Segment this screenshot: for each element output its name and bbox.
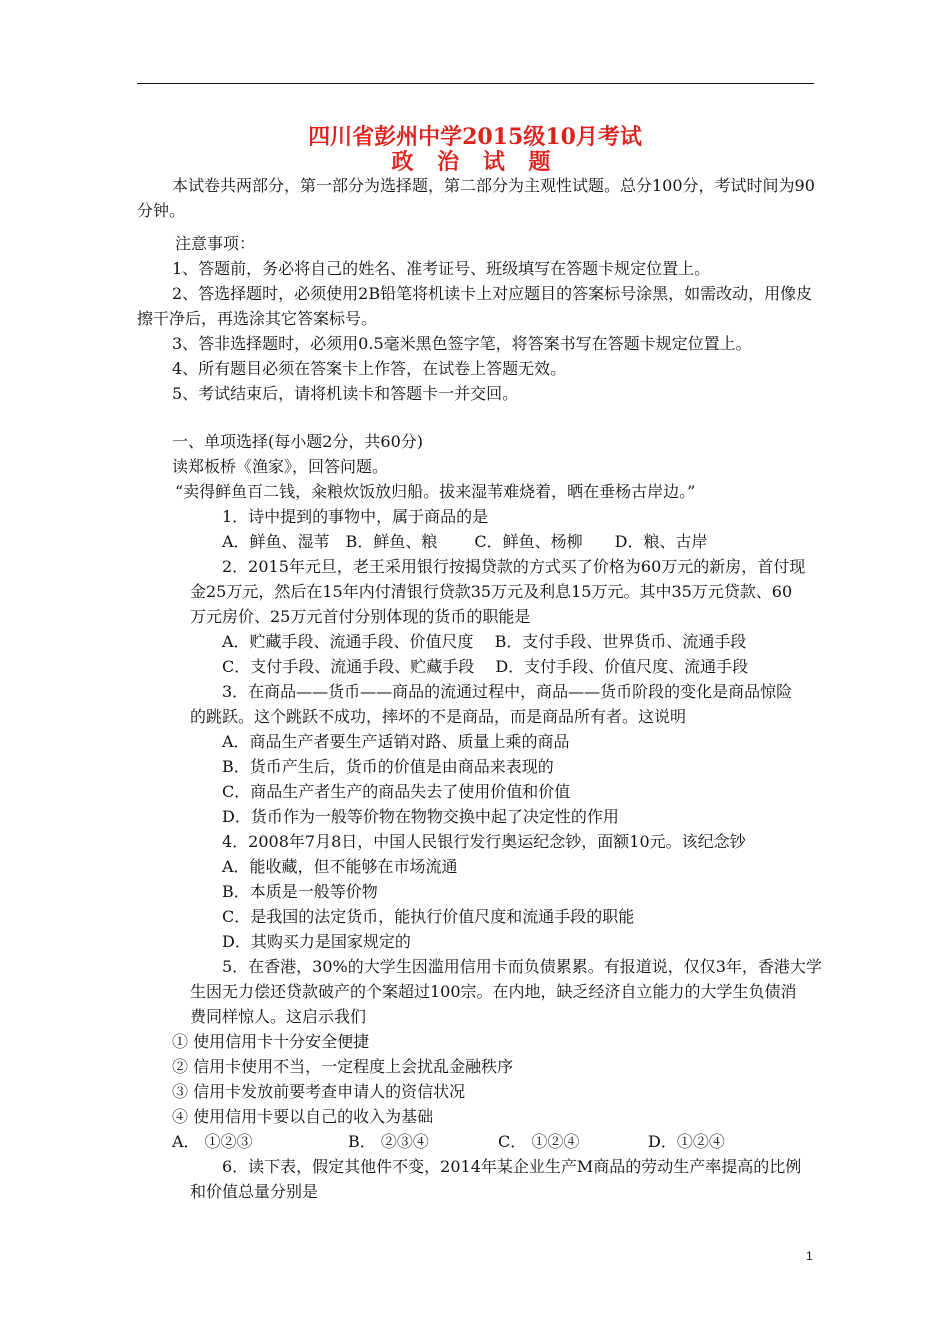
note-item: 5、考试结束后，请将机读卡和答题卡一并交回。 bbox=[172, 384, 519, 403]
question-stem: 4．2008年7月8日，中国人民银行发行奥运纪念钞，面额10元。该纪念钞 bbox=[222, 832, 746, 851]
header-rule bbox=[137, 83, 814, 84]
poem-text: “卖得鲜鱼百二钱，籴粮炊饭放归船。拔来湿苇难烧着，晒在垂杨古岸边。” bbox=[175, 482, 696, 501]
question-option: C．商品生产者生产的商品失去了使用价值和价值 bbox=[222, 782, 571, 801]
question-option: C．是我国的法定货币，能执行价值尺度和流通手段的职能 bbox=[222, 907, 635, 926]
section-heading: 一、单项选择(每小题2分，共60分) bbox=[172, 432, 424, 451]
statement-item: ① 使用信用卡十分安全便捷 bbox=[172, 1032, 370, 1051]
intro-line: 分钟。 bbox=[137, 201, 186, 220]
notes-heading: 注意事项： bbox=[175, 234, 256, 253]
question-stem: 万元房价、25万元首付分别体现的货币的职能是 bbox=[190, 607, 531, 626]
page-number: 1 bbox=[806, 1249, 813, 1263]
question-stem: 1．诗中提到的事物中，属于商品的是 bbox=[222, 507, 489, 526]
question-options: A．贮藏手段、流通手段、价值尺度 B．支付手段、世界货币、流通手段 bbox=[222, 632, 747, 651]
question-stem: 6．读下表，假定其他件不变，2014年某企业生产M商品的劳动生产率提高的比例 bbox=[222, 1157, 802, 1176]
question-option: D．①②④ bbox=[648, 1132, 725, 1151]
question-stem: 2．2015年元旦，老王采用银行按揭贷款的方式买了价格为60万元的新房，首付现 bbox=[222, 557, 806, 576]
statement-item: ② 信用卡使用不当，一定程度上会扰乱金融秩序 bbox=[172, 1057, 514, 1076]
question-stem: 费同样惊人。这启示我们 bbox=[190, 1007, 367, 1026]
question-option: B．货币产生后，货币的价值是由商品来表现的 bbox=[222, 757, 554, 776]
question-stem: 3．在商品——货币——商品的流通过程中，商品——货币阶段的变化是商品惊险 bbox=[222, 682, 793, 701]
question-option: C． ①②④ bbox=[498, 1132, 580, 1151]
intro-line: 本试卷共两部分，第一部分为选择题，第二部分为主观性试题。总分100分，考试时间为90 bbox=[172, 176, 815, 195]
statement-item: ③ 信用卡发放前要考查申请人的资信状况 bbox=[172, 1082, 466, 1101]
question-option: A．能收藏，但不能够在市场流通 bbox=[222, 857, 458, 876]
question-option: D．货币作为一般等价物在物物交换中起了决定性的作用 bbox=[222, 807, 619, 826]
question-option: B．本质是一般等价物 bbox=[222, 882, 378, 901]
question-option: B． ②③④ bbox=[348, 1132, 429, 1151]
statement-item: ④ 使用信用卡要以自己的收入为基础 bbox=[172, 1107, 434, 1126]
question-options: A．鲜鱼、湿苇 B．鲜鱼、粮 C．鲜鱼、杨柳 D．粮、古岸 bbox=[222, 532, 708, 551]
question-stem: 5．在香港，30%的大学生因滥用信用卡而负债累累。有报道说，仅仅3年，香港大学 bbox=[222, 957, 822, 976]
note-item: 2、答选择题时，必须使用2B铅笔将机读卡上对应题目的答案标号涂黑，如需改动，用像皮 bbox=[172, 284, 813, 303]
question-stem: 的跳跃。这个跳跃不成功，摔坏的不是商品，而是商品所有者。这说明 bbox=[190, 707, 687, 726]
question-stem: 和价值总量分别是 bbox=[190, 1182, 319, 1201]
question-options: C．支付手段、流通手段、贮藏手段 D．支付手段、价值尺度、流通手段 bbox=[222, 657, 749, 676]
note-item: 3、答非选择题时，必须用0.5毫米黑色签字笔，将答案书写在答题卡规定位置上。 bbox=[172, 334, 752, 353]
question-stem: 生因无力偿还贷款破产的个案超过100宗。在内地，缺乏经济自立能力的大学生负债消 bbox=[190, 982, 797, 1001]
note-item: 擦干净后，再选涂其它答案标号。 bbox=[137, 309, 378, 328]
note-item: 1、答题前，务必将自己的姓名、准考证号、班级填写在答题卡规定位置上。 bbox=[172, 259, 711, 278]
question-option: D．其购买力是国家规定的 bbox=[222, 932, 411, 951]
note-item: 4、所有题目必须在答案卡上作答，在试卷上答题无效。 bbox=[172, 359, 567, 378]
question-option: A． ①②③ bbox=[172, 1132, 253, 1151]
reading-prompt: 读郑板桥《渔家》，回答问题。 bbox=[172, 457, 389, 476]
exam-title: 四川省彭州中学2015级10月考试 bbox=[308, 124, 642, 150]
exam-subtitle: 政 治 试 题 bbox=[391, 149, 559, 175]
question-option: A．商品生产者要生产适销对路、质量上乘的商品 bbox=[222, 732, 570, 751]
question-stem: 金25万元，然后在15年内付清银行贷款35万元及利息15万元。其中35万元贷款、60 bbox=[190, 582, 793, 601]
